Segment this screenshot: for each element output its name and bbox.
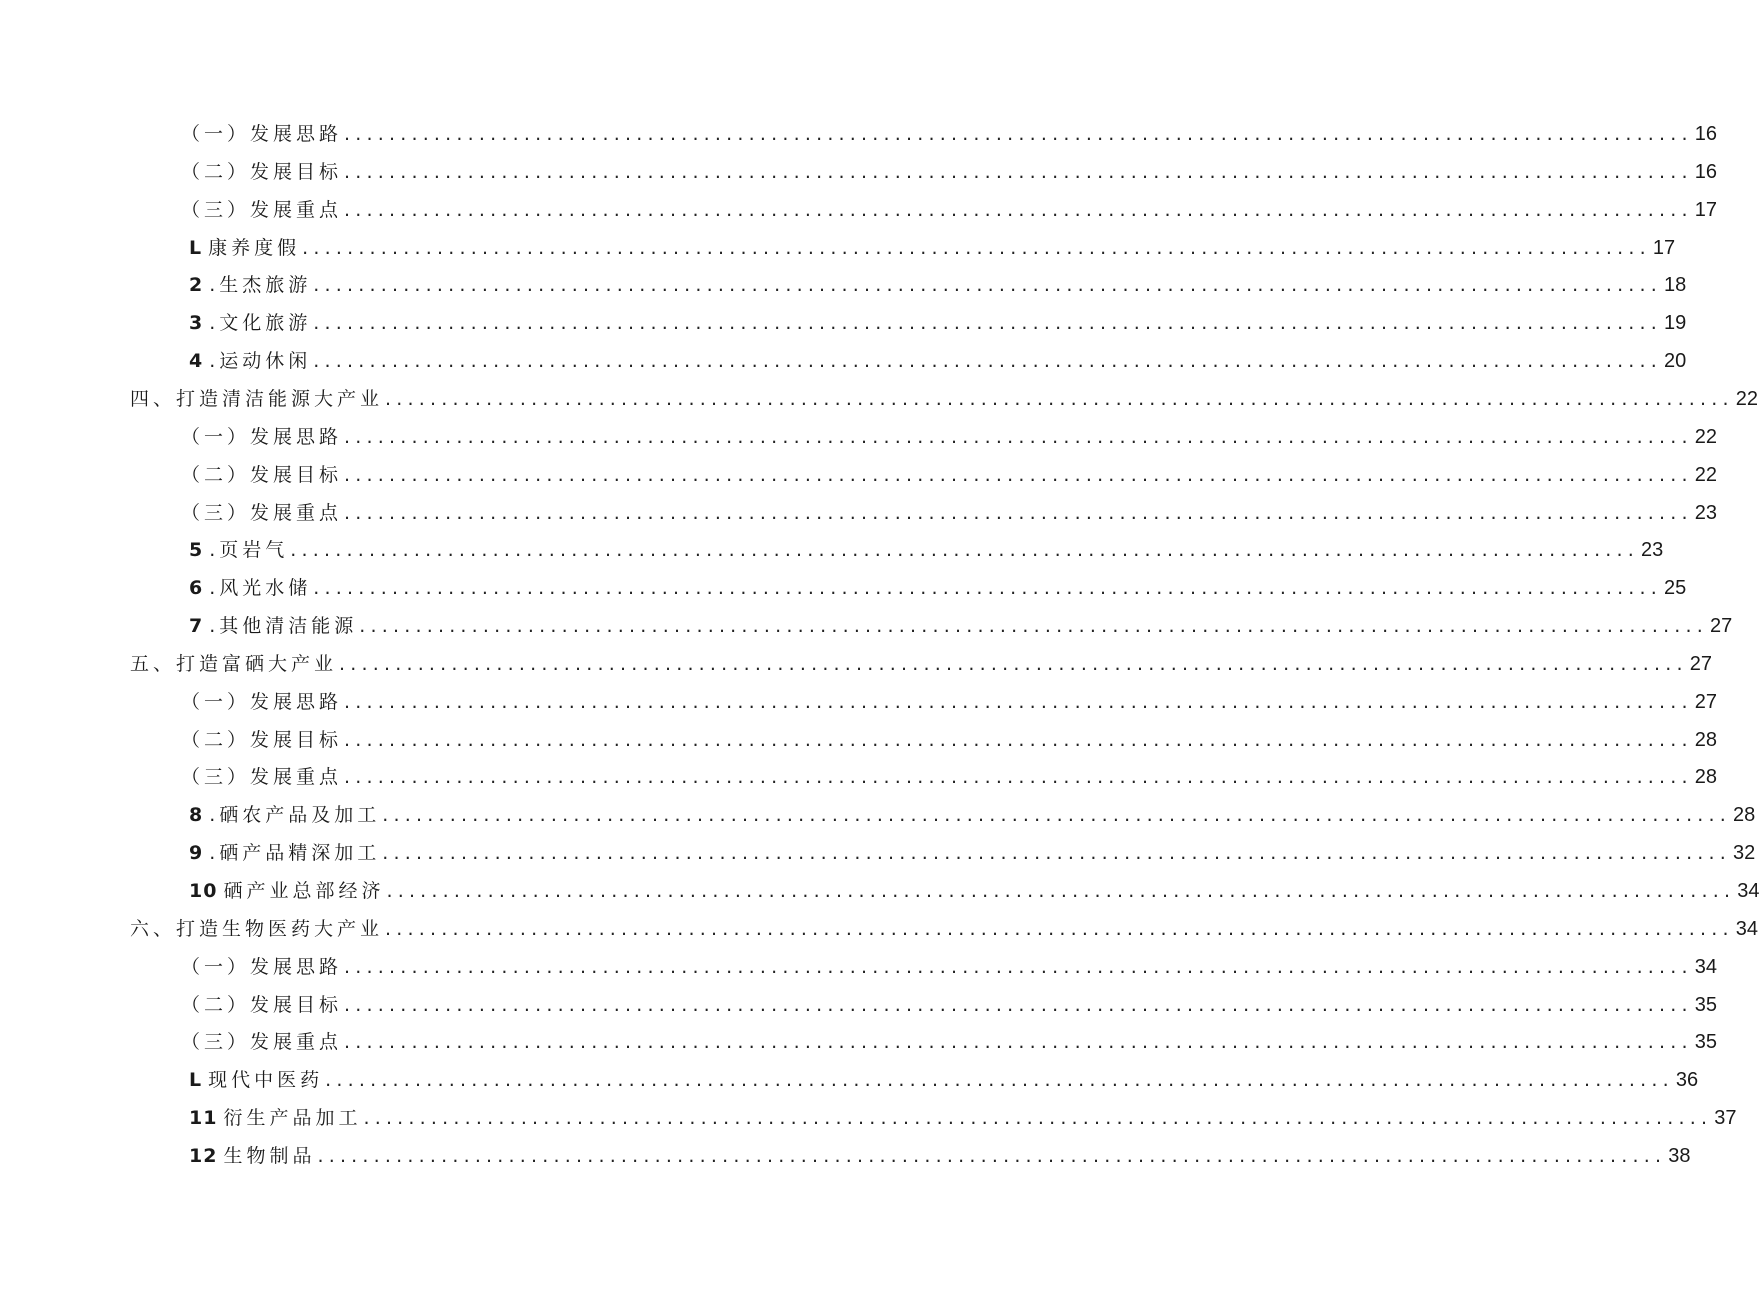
dot-leader: ........................................................................................................................ [325, 1069, 1674, 1091]
toc-entry[interactable] [130, 384, 1759, 414]
toc-entry-title: （三）发展重点 [181, 502, 343, 524]
toc-entry-title: （一）发展思路 [181, 123, 343, 145]
toc-entry-page-number: 25 [1664, 577, 1687, 599]
dot-leader: ........................................................................................................................ [344, 956, 1693, 978]
toc-entry[interactable] [189, 233, 1676, 263]
toc-entry-title: .硒农产品及加工 [209, 804, 381, 826]
dot-leader: ........................................................................................................................ [313, 274, 1663, 296]
toc-entry-page-number: 17 [1652, 237, 1676, 259]
toc-entry-title: 四、打造清洁能源大产业 [130, 388, 384, 410]
toc-entry-number: L [189, 1069, 203, 1091]
toc-entry-page-number: 16 [1694, 161, 1718, 183]
toc-entry-title: 六、打造生物医药大产业 [130, 918, 384, 940]
toc-entry-title: （一）发展思路 [181, 956, 343, 978]
toc-entry-title: 硒产业总部经济 [223, 880, 385, 902]
toc-entry-title: .文化旅游 [209, 312, 312, 334]
dot-leader: ........................................................................................................................ [344, 691, 1693, 713]
dot-leader: ........................................................................................................................ [344, 729, 1693, 751]
toc-entry-page-number: 35 [1694, 994, 1718, 1016]
toc-entry[interactable] [181, 422, 1718, 452]
toc-entry-number: 7 [189, 615, 204, 637]
toc-entry-page-number: 23 [1694, 502, 1718, 524]
toc-entry-number: 10 [189, 880, 218, 902]
toc-entry-page-number: 27 [1689, 653, 1713, 675]
toc-entry[interactable] [189, 270, 1687, 300]
toc-entry[interactable] [181, 498, 1718, 528]
toc-entry-number: L [189, 237, 203, 259]
toc-entry-title: .风光水储 [209, 577, 312, 599]
dot-leader: ........................................................................................................................ [344, 994, 1693, 1016]
toc-entry[interactable] [181, 157, 1718, 187]
dot-leader: ........................................................................................................................ [344, 123, 1693, 145]
toc-entry-title: .运动休闲 [209, 350, 312, 372]
toc-entry-title: .硒产品精深加工 [209, 842, 381, 864]
toc-entry-number: 3 [189, 312, 204, 334]
toc-entry-page-number: 22 [1735, 388, 1759, 410]
toc-entry-page-number: 36 [1675, 1069, 1699, 1091]
dot-leader: ........................................................................................................................ [344, 161, 1693, 183]
toc-entry-title: （一）发展思路 [181, 426, 343, 448]
toc-entry[interactable] [181, 687, 1718, 717]
toc-entry[interactable] [181, 952, 1718, 982]
toc-entry[interactable] [189, 611, 1733, 641]
toc-entry-page-number: 38 [1668, 1145, 1691, 1167]
toc-entry-title: 康养度假 [208, 237, 301, 259]
toc-entry-page-number: 28 [1694, 766, 1718, 788]
toc-entry-title: 现代中医药 [208, 1069, 324, 1091]
dot-leader: ........................................................................................................................ [344, 199, 1693, 221]
toc-entry-number: 5 [189, 539, 204, 561]
toc-entry[interactable] [181, 460, 1718, 490]
toc-entry-page-number: 22 [1694, 464, 1718, 486]
toc-entry-page-number: 17 [1694, 199, 1718, 221]
toc-entry[interactable] [189, 1103, 1737, 1133]
toc-entry-number: 2 [189, 274, 204, 296]
toc-entry-page-number: 27 [1694, 691, 1718, 713]
toc-entry[interactable] [189, 1141, 1691, 1171]
toc-entry-title: （三）发展重点 [181, 766, 343, 788]
toc-entry-title: （一）发展思路 [181, 691, 343, 713]
toc-entry-page-number: 28 [1694, 729, 1718, 751]
dot-leader: ........................................................................................................................ [290, 539, 1640, 561]
dot-leader: ........................................................................................................................ [317, 1145, 1667, 1167]
dot-leader: ........................................................................................................................ [344, 502, 1693, 524]
toc-entry-title: （三）发展重点 [181, 1031, 343, 1053]
toc-entry-title: 生物制品 [223, 1145, 316, 1167]
toc-entry-title: （三）发展重点 [181, 199, 343, 221]
dot-leader: ........................................................................................................................ [359, 615, 1709, 637]
toc-entry-number: 9 [189, 842, 204, 864]
toc-entry-title: .页岩气 [209, 539, 289, 561]
dot-leader: ........................................................................................................................ [382, 804, 1732, 826]
toc-entry-number: 6 [189, 577, 204, 599]
dot-leader: ........................................................................................................................ [313, 312, 1663, 334]
toc-entry-page-number: 18 [1664, 274, 1687, 296]
toc-entry[interactable] [189, 308, 1687, 338]
toc-entry[interactable] [181, 990, 1718, 1020]
toc-entry[interactable] [189, 838, 1756, 868]
dot-leader: ........................................................................................................................ [382, 842, 1732, 864]
toc-entry[interactable] [189, 346, 1687, 376]
dot-leader: ........................................................................................................................ [344, 1031, 1693, 1053]
toc-entry[interactable] [130, 914, 1759, 944]
toc-entry-title: .其他清洁能源 [209, 615, 358, 637]
toc-entry-page-number: 37 [1714, 1107, 1737, 1129]
toc-entry-number: 12 [189, 1145, 218, 1167]
toc-entry-title: 衍生产品加工 [223, 1107, 362, 1129]
dot-leader: ........................................................................................................................ [302, 237, 1651, 259]
toc-entry[interactable] [189, 1065, 1699, 1095]
toc-entry-title: .生杰旅游 [209, 274, 312, 296]
toc-entry[interactable] [189, 535, 1664, 565]
dot-leader: ........................................................................................................................ [344, 426, 1693, 448]
dot-leader: ........................................................................................................................ [344, 464, 1693, 486]
dot-leader: ........................................................................................................................ [313, 350, 1663, 372]
toc-entry[interactable] [181, 195, 1718, 225]
toc-entry[interactable] [181, 762, 1718, 792]
toc-entry-page-number: 22 [1694, 426, 1718, 448]
toc-entry-page-number: 23 [1641, 539, 1664, 561]
toc-entry-page-number: 20 [1664, 350, 1687, 372]
toc-entry-page-number: 34 [1737, 880, 1759, 902]
toc-entry-title: 五、打造富硒大产业 [130, 653, 338, 675]
toc-entry-page-number: 32 [1733, 842, 1756, 864]
dot-leader: ........................................................................................................................ [344, 766, 1693, 788]
toc-entry-page-number: 34 [1694, 956, 1718, 978]
toc-entry-title: （二）发展目标 [181, 161, 343, 183]
toc-entry-title: （二）发展目标 [181, 994, 343, 1016]
toc-entry-page-number: 34 [1735, 918, 1759, 940]
toc-entry[interactable] [181, 119, 1718, 149]
toc-entry-title: （二）发展目标 [181, 729, 343, 751]
toc-entry-page-number: 28 [1733, 804, 1756, 826]
dot-leader: ........................................................................................................................ [385, 918, 1734, 940]
dot-leader: ........................................................................................................................ [339, 653, 1688, 675]
toc-entry-number: 4 [189, 350, 204, 372]
dot-leader: ........................................................................................................................ [313, 577, 1663, 599]
toc-entry[interactable] [181, 725, 1718, 755]
toc-entry-page-number: 27 [1710, 615, 1733, 637]
toc-entry-page-number: 19 [1664, 312, 1687, 334]
toc-entry[interactable] [130, 649, 1713, 679]
toc-entry-title: （二）发展目标 [181, 464, 343, 486]
toc-entry[interactable] [189, 573, 1687, 603]
dot-leader: ........................................................................................................................ [385, 388, 1734, 410]
toc-entry-page-number: 35 [1694, 1031, 1718, 1053]
toc-entry[interactable] [181, 1027, 1718, 1057]
toc-entry[interactable] [189, 876, 1759, 906]
dot-leader: ........................................................................................................................ [386, 880, 1736, 902]
toc-entry-number: 11 [189, 1107, 218, 1129]
dot-leader: ........................................................................................................................ [363, 1107, 1713, 1129]
toc-entry[interactable] [189, 800, 1756, 830]
toc-entry-page-number: 16 [1694, 123, 1718, 145]
toc-entry-number: 8 [189, 804, 204, 826]
